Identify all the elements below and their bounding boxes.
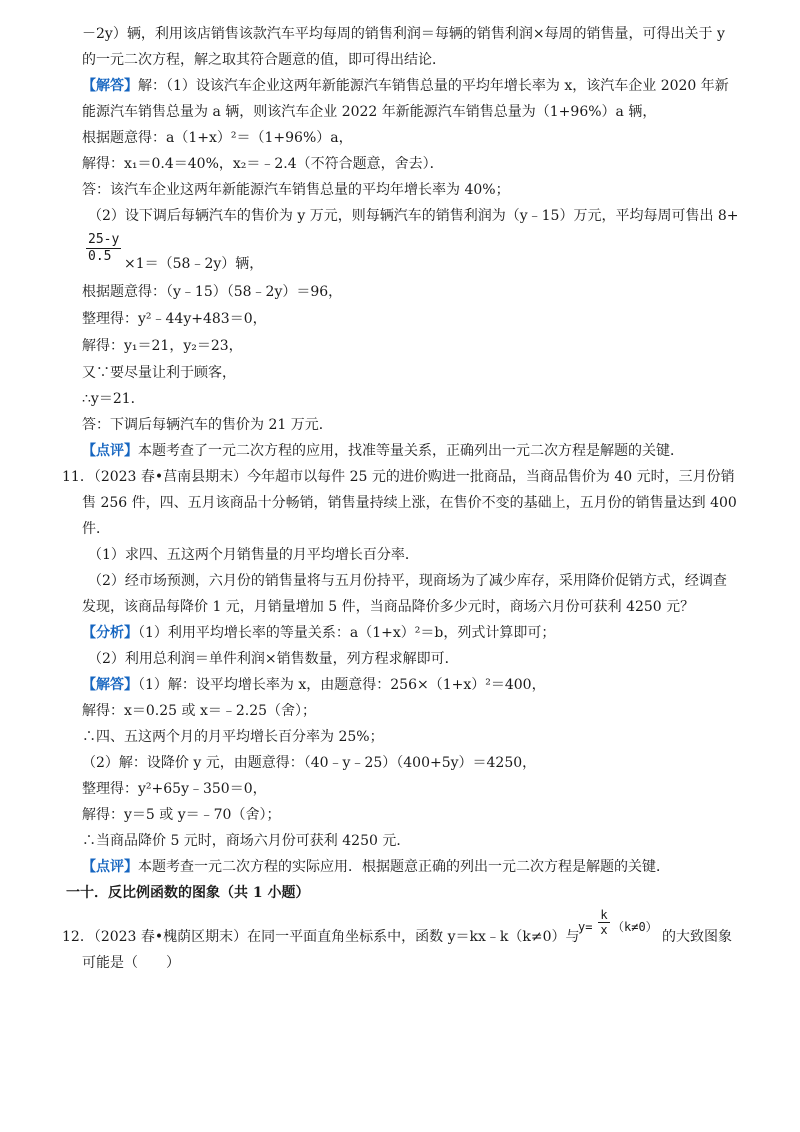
text-line: 答：该汽车企业这两年新能源汽车销售总量的平均年增长率为 40%；: [82, 182, 510, 198]
fraction: [86, 232, 121, 265]
text-line: 发现，该商品每降价 1 元，月销量增加 5 件，当商品降价多少元时，商场六月份可获利 4250 元？: [82, 599, 695, 615]
text-line: 本题考查了一元二次方程的应用，找准等量关系，正确列出一元二次方程是解题的关键．: [138, 443, 684, 459]
text-line: ∴当商品降价 5 元时，商场六月份可获利 4250 元．: [82, 833, 411, 849]
text-line: 解得：y₁＝21，y₂＝23，: [82, 338, 243, 354]
question-11-line: 11．（2023 春•莒南县期末）今年超市以每件 25 元的进价购进一批商品，当商品售价为 40 元时，三月份销: [62, 469, 735, 485]
formula-lhs: y=: [578, 920, 593, 934]
comment-tag: 【点评】: [82, 443, 138, 459]
text-line: ∴y＝21．: [82, 391, 145, 407]
text-line: 答：下调后每辆汽车的售价为 21 万元．: [82, 417, 333, 433]
text-line: （1）求四、五这两个月销售量的月平均增长百分率．: [88, 547, 419, 563]
answer-tag: 【解答】: [82, 78, 138, 94]
text-line: （2）经市场预测，六月份的销售量将与五月份持平，现商场为了减少库存，采用降价促销方式，经调查: [88, 573, 727, 589]
fraction-numerator: 25-y: [88, 232, 120, 247]
text-line: 解得：x＝0.25 或 x＝﹣2.25（舍）；: [82, 703, 317, 719]
answer-tag: 【解答】: [82, 677, 138, 693]
formula-denominator: x: [600, 923, 608, 937]
comment-paragraph: [82, 441, 684, 461]
text-line: （1）利用平均增长率的等量关系：a（1+x）²＝b，列式计算即可；: [138, 625, 556, 641]
text-line: 整理得：y²+65y﹣350＝0，: [82, 781, 267, 797]
text-line: 的大致图象: [662, 929, 732, 945]
answer-paragraph: [82, 76, 729, 96]
text-line: 可能是（ ）: [82, 955, 180, 971]
text-line: 售 256 件，四、五月该商品十分畅销，销售量持续上涨，在售价不变的基础上，五月份的销售量达到 400: [82, 495, 737, 511]
text-line: ∴四、五这两个月的月平均增长百分率为 25%；: [82, 729, 384, 745]
text-line: 的一元二次方程，解之取其符合题意的值，即可得出结论．: [82, 52, 446, 68]
text-line: 整理得：y²﹣44y+483＝0，: [82, 311, 267, 327]
text-line: 解得：y＝5 或 y＝﹣70（舍）；: [82, 807, 281, 823]
text-line: －2y）辆，利用该店销售该款汽车平均每周的销售利润＝每辆的销售利润×每周的销售量，可得出关于 y: [82, 26, 725, 42]
text-line: （2）设下调后每辆汽车的售价为 y 万元，则每辆汽车的销售利润为（y﹣15）万元，平均每周可售出 8+: [88, 208, 739, 224]
text-line: ×1＝（58﹣2y）辆，: [124, 256, 264, 272]
fraction-denominator: 0.5: [88, 249, 112, 264]
text-line: （2）利用总利润＝单件利润×销售数量，列方程求解即可．: [88, 651, 459, 667]
comment-paragraph: [82, 857, 670, 877]
text-line: 根据题意得：a（1+x）²＝（1+96%）a，: [82, 130, 353, 146]
text-line: 本题考查一元二次方程的实际应用．根据题意正确的列出一元二次方程是解题的关键．: [138, 859, 670, 875]
text-line: 解：（1）设该汽车企业这两年新能源汽车销售总量的平均年增长率为 x，该汽车企业 2020 年新: [138, 78, 729, 94]
comment-tag: 【点评】: [82, 859, 138, 875]
text-line: 件．: [82, 521, 110, 537]
answer-paragraph: [82, 675, 546, 695]
formula-numerator: k: [598, 908, 610, 923]
text-line: （2）解：设降价 y 元，由题意得：（40﹣y﹣25）（400+5y）＝4250，: [82, 755, 537, 771]
text-line: 根据题意得：（y﹣15）（58﹣2y）＝96，: [82, 284, 343, 300]
analysis-paragraph: [82, 623, 555, 643]
formula-condition: （k≠0）: [612, 920, 658, 934]
question-12-line: 12．（2023 春•槐荫区期末）在同一平面直角坐标系中，函数 y＝kx﹣k（k≠0）与: [62, 929, 580, 945]
text-line: 解得：x₁＝0.4＝40%，x₂＝﹣2.4（不符合题意，舍去）．: [82, 156, 444, 172]
section-heading: 一十．反比例函数的图象（共 1 小题）: [66, 885, 310, 901]
text-line: 又∵要尽量让利于顾客，: [82, 365, 236, 381]
text-line: （1）解：设平均增长率为 x，由题意得：256×（1+x）²＝400，: [138, 677, 546, 693]
text-line: 能源汽车销售总量为 a 辆，则该汽车企业 2022 年新能源汽车销售总量为（1+96%）a 辆，: [82, 104, 657, 120]
analysis-tag: 【分析】: [82, 625, 138, 641]
